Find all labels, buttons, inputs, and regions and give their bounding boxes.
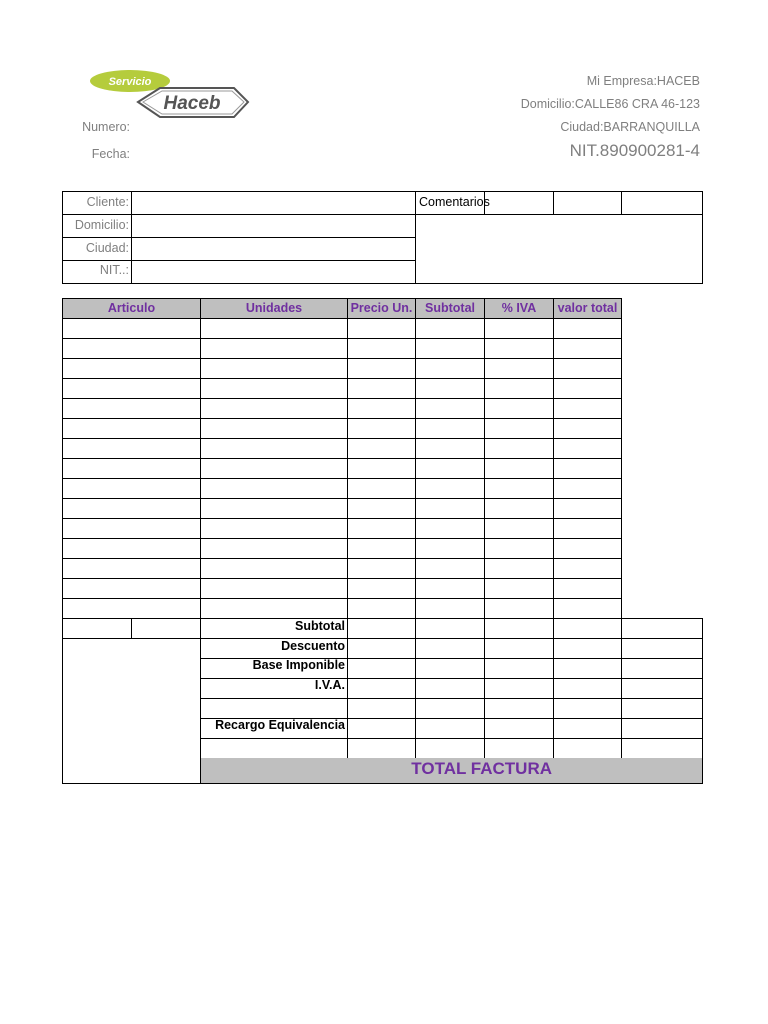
table-row[interactable] xyxy=(63,599,621,618)
numero-label: Numero: xyxy=(82,120,130,134)
summary-recargo-label: Recargo Equivalencia xyxy=(215,718,345,732)
table-row[interactable] xyxy=(63,419,621,438)
logo-badge-text: Servicio xyxy=(108,76,152,88)
table-row[interactable] xyxy=(63,579,621,598)
client-city-label: Ciudad: xyxy=(85,241,129,255)
col-header-precio: Precio Un. xyxy=(350,301,413,315)
col-header-articulo: Articulo xyxy=(107,301,156,315)
table-row[interactable] xyxy=(63,439,621,458)
client-address-label: Domicilio: xyxy=(74,218,129,232)
company-nit: NIT.890900281-4 xyxy=(569,141,700,160)
summary-base-imponible-label: Base Imponible xyxy=(252,658,345,672)
client-address-field[interactable] xyxy=(132,215,414,236)
summary-subtotal-label: Subtotal xyxy=(295,619,345,633)
company-name: Mi Empresa:HACEB xyxy=(586,74,700,88)
fecha-label: Fecha: xyxy=(91,147,130,161)
table-row[interactable] xyxy=(63,319,621,338)
total-factura-label: TOTAL FACTURA xyxy=(411,759,552,778)
col-header-valor-total: valor total xyxy=(557,301,618,315)
table-row[interactable] xyxy=(63,359,621,378)
logo-text: Haceb xyxy=(163,93,221,114)
summary-descuento-label: Descuento xyxy=(281,639,345,653)
table-row[interactable] xyxy=(63,379,621,398)
client-name-label: Cliente: xyxy=(86,195,129,209)
table-row[interactable] xyxy=(63,499,621,518)
table-row[interactable] xyxy=(63,479,621,498)
table-row[interactable] xyxy=(63,459,621,478)
table-row[interactable] xyxy=(63,559,621,578)
client-name-field[interactable] xyxy=(132,192,414,213)
company-address: Domicilio:CALLE86 CRA 46-123 xyxy=(520,97,700,111)
company-city: Ciudad:BARRANQUILLA xyxy=(560,120,700,134)
table-row[interactable] xyxy=(63,539,621,558)
summary-iva-label: I.V.A. xyxy=(314,678,345,692)
haceb-logo xyxy=(88,68,253,124)
table-row[interactable] xyxy=(63,339,621,358)
client-city-field[interactable] xyxy=(132,238,414,259)
client-nit-field[interactable] xyxy=(132,261,414,282)
col-header-iva: % IVA xyxy=(501,301,537,315)
col-header-unidades: Unidades xyxy=(245,301,303,315)
comments-field[interactable] xyxy=(416,215,701,282)
comments-label: Comentarios xyxy=(419,195,490,209)
col-header-subtotal: Subtotal xyxy=(425,301,475,315)
client-nit-label: NIT..: xyxy=(99,263,129,277)
table-row[interactable] xyxy=(63,399,621,418)
table-row[interactable] xyxy=(63,519,621,538)
